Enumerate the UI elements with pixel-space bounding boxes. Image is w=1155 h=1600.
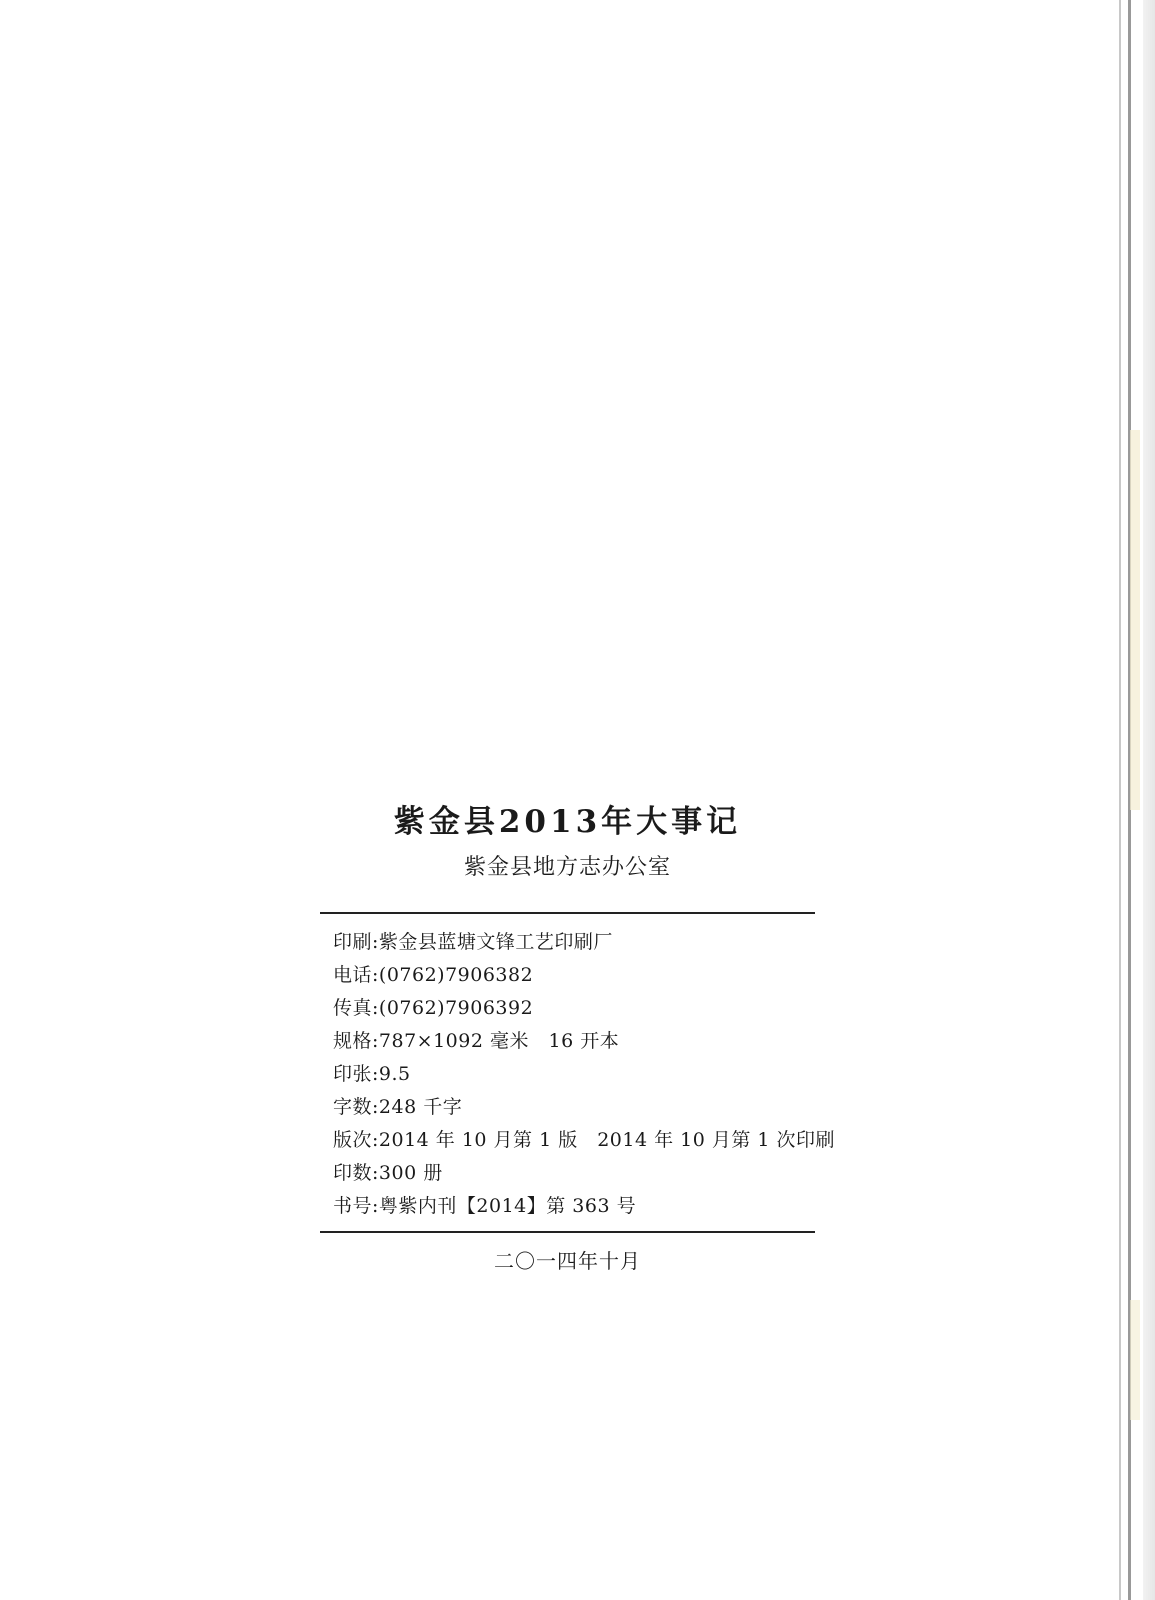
colophon-fax: 传真:(0762)7906392 <box>333 997 534 1019</box>
publisher-name: 紫金县地方志办公室 <box>463 855 671 880</box>
book-title: 紫金县2013年大事记 <box>393 804 742 840</box>
bottom-divider <box>320 1231 815 1233</box>
colophon-list <box>320 926 836 1223</box>
scan-edge-shadow <box>1143 0 1155 1600</box>
colophon-book-number: 书号:粤紫内刊【2014】第 363 号 <box>333 1195 637 1217</box>
colophon-word-count: 字数:248 千字 <box>333 1096 463 1118</box>
scan-edge-tint <box>1130 430 1140 810</box>
scan-edge-tint <box>1130 1300 1140 1420</box>
scan-edge-line <box>1119 0 1121 1600</box>
colophon-printer: 印刷:紫金县蓝塘文锋工艺印刷厂 <box>333 931 613 953</box>
colophon-edition: 版次:2014 年 10 月第 1 版 2014 年 10 月第 1 次印刷 <box>333 1129 836 1151</box>
colophon-phone: 电话:(0762)7906382 <box>333 964 534 986</box>
colophon-print-run: 印数:300 册 <box>333 1162 443 1184</box>
top-divider <box>320 912 815 914</box>
colophon-format: 规格:787×1092 毫米 16 开本 <box>333 1030 620 1052</box>
colophon-sheets: 印张:9.5 <box>333 1063 411 1085</box>
publication-date: 二〇一四年十月 <box>494 1249 641 1273</box>
colophon-block <box>320 800 836 1274</box>
